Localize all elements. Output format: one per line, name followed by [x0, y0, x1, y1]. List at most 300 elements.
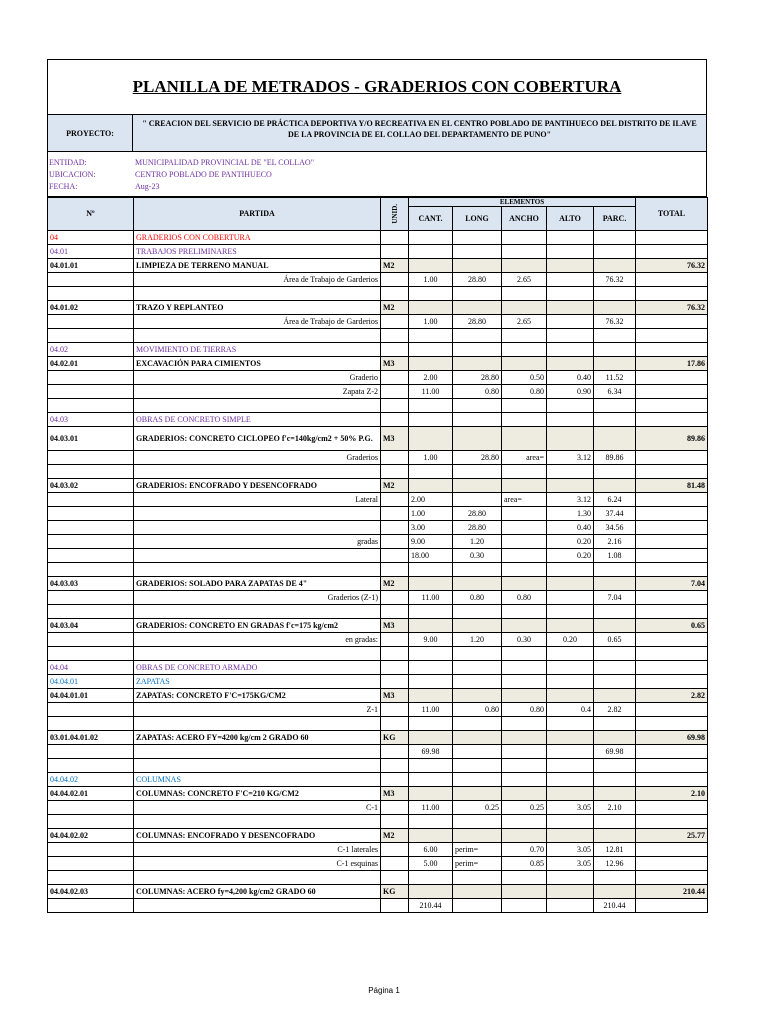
empty-cell	[594, 465, 636, 479]
table-row	[48, 273, 708, 287]
empty-cell	[381, 815, 409, 829]
detail-description	[134, 507, 381, 521]
detail-description: C-1	[134, 801, 381, 815]
detail-ancho: 0.50	[502, 371, 547, 385]
empty-cell	[547, 689, 594, 703]
empty-cell	[453, 759, 502, 773]
empty-cell	[409, 787, 453, 801]
empty-cell	[381, 801, 409, 815]
item-unit: M2	[381, 301, 409, 315]
empty-cell	[453, 717, 502, 731]
detail-description	[134, 549, 381, 563]
detail-cant: 2.00	[409, 371, 453, 385]
empty-cell	[48, 591, 134, 605]
empty-cell	[547, 399, 594, 413]
table-row	[48, 563, 708, 577]
empty-cell	[381, 245, 409, 259]
empty-cell	[636, 703, 708, 717]
empty-cell	[502, 787, 547, 801]
empty-cell	[453, 231, 502, 245]
detail-alto: 3.05	[547, 801, 594, 815]
empty-cell	[502, 357, 547, 371]
empty-cell	[547, 731, 594, 745]
empty-cell	[409, 717, 453, 731]
empty-cell	[547, 661, 594, 675]
empty-cell	[48, 815, 134, 829]
detail-long: 1.20	[453, 633, 502, 647]
empty-cell	[547, 871, 594, 885]
detail-parc: 11.52	[594, 371, 636, 385]
page-title: PLANILLA DE METRADOS - GRADERIOS CON COBERTURA	[132, 77, 622, 96]
metrados-table	[47, 197, 708, 913]
empty-cell	[636, 857, 708, 871]
empty-cell	[453, 301, 502, 315]
empty-cell	[636, 385, 708, 399]
empty-cell	[48, 801, 134, 815]
detail-parc: 89.86	[594, 451, 636, 465]
empty-cell	[636, 563, 708, 577]
empty-cell	[409, 871, 453, 885]
page-footer: Página 1	[368, 986, 400, 995]
empty-cell	[547, 577, 594, 591]
item-number: 04.02.01	[48, 357, 134, 371]
detail-parc: 2.10	[594, 801, 636, 815]
empty-cell	[594, 301, 636, 315]
item-number: 04.04.02.03	[48, 885, 134, 899]
empty-cell	[134, 871, 381, 885]
empty-cell	[48, 315, 134, 329]
section-title: TRABAJOS PRELIMINARES	[134, 245, 381, 259]
empty-cell	[502, 479, 547, 493]
table-row	[48, 731, 708, 745]
empty-cell	[381, 759, 409, 773]
item-title: COLUMNAS: ENCOFRADO Y DESENCOFRADO	[134, 829, 381, 843]
detail-description	[134, 899, 381, 913]
detail-description: C-1 esquinas	[134, 857, 381, 871]
empty-cell	[547, 787, 594, 801]
empty-cell	[547, 357, 594, 371]
detail-parc: 34.56	[594, 521, 636, 535]
empty-cell	[636, 343, 708, 357]
empty-cell	[453, 605, 502, 619]
detail-parc: 2.16	[594, 535, 636, 549]
empty-cell	[636, 605, 708, 619]
empty-cell	[48, 871, 134, 885]
empty-cell	[594, 731, 636, 745]
item-title: ZAPATAS: ACERO FY=4200 kg/cm 2 GRADO 60	[134, 731, 381, 745]
empty-cell	[381, 843, 409, 857]
detail-long: 0.80	[453, 385, 502, 399]
empty-cell	[594, 231, 636, 245]
empty-cell	[48, 371, 134, 385]
table-row	[48, 399, 708, 413]
empty-cell	[453, 787, 502, 801]
table-row	[48, 675, 708, 689]
item-unit: M3	[381, 787, 409, 801]
empty-cell	[547, 647, 594, 661]
empty-cell	[502, 731, 547, 745]
empty-cell	[453, 329, 502, 343]
detail-long	[453, 745, 502, 759]
section-number: 04.04.01	[48, 675, 134, 689]
item-unit: M2	[381, 479, 409, 493]
empty-cell	[636, 745, 708, 759]
empty-cell	[594, 787, 636, 801]
empty-cell	[547, 259, 594, 273]
empty-cell	[502, 689, 547, 703]
header-ancho: ANCHO	[502, 207, 547, 231]
empty-cell	[48, 273, 134, 287]
empty-cell	[453, 661, 502, 675]
empty-cell	[636, 661, 708, 675]
table-row	[48, 885, 708, 899]
empty-cell	[409, 259, 453, 273]
detail-ancho: 2.65	[502, 315, 547, 329]
empty-cell	[547, 245, 594, 259]
detail-parc: 2.82	[594, 703, 636, 717]
empty-cell	[453, 731, 502, 745]
empty-cell	[409, 343, 453, 357]
empty-cell	[547, 329, 594, 343]
detail-alto: 3.05	[547, 857, 594, 871]
detail-description: C-1 laterales	[134, 843, 381, 857]
empty-cell	[409, 647, 453, 661]
item-total: 76.32	[636, 301, 708, 315]
empty-cell	[453, 689, 502, 703]
item-number: 04.03.01	[48, 427, 134, 451]
detail-long: perim=	[453, 857, 502, 871]
table-row	[48, 815, 708, 829]
detail-alto: 0.4	[547, 703, 594, 717]
empty-cell	[594, 287, 636, 301]
empty-cell	[381, 717, 409, 731]
detail-ancho: 0.30	[502, 633, 547, 647]
item-unit: M3	[381, 357, 409, 371]
project-row	[47, 114, 707, 152]
empty-cell	[381, 231, 409, 245]
table-row	[48, 231, 708, 245]
empty-cell	[594, 647, 636, 661]
empty-cell	[381, 399, 409, 413]
table-row	[48, 301, 708, 315]
empty-cell	[502, 231, 547, 245]
item-number: 04.04.02.02	[48, 829, 134, 843]
empty-cell	[453, 479, 502, 493]
item-unit: M2	[381, 829, 409, 843]
detail-long: perim=	[453, 843, 502, 857]
empty-cell	[502, 829, 547, 843]
empty-cell	[381, 549, 409, 563]
detail-long	[453, 899, 502, 913]
table-row	[48, 647, 708, 661]
empty-cell	[409, 731, 453, 745]
detail-description: gradas	[134, 535, 381, 549]
detail-ancho: 0.85	[502, 857, 547, 871]
section-number: 04	[48, 231, 134, 245]
empty-cell	[594, 885, 636, 899]
empty-cell	[453, 427, 502, 451]
item-total: 2.82	[636, 689, 708, 703]
empty-cell	[48, 857, 134, 871]
item-unit: M2	[381, 577, 409, 591]
empty-cell	[502, 605, 547, 619]
detail-cant: 2.00	[409, 493, 453, 507]
empty-cell	[502, 885, 547, 899]
section-title: MOVIMIENTO DE TIERRAS	[134, 343, 381, 357]
empty-cell	[594, 245, 636, 259]
empty-cell	[409, 577, 453, 591]
empty-cell	[636, 535, 708, 549]
detail-ancho: 2.65	[502, 273, 547, 287]
empty-cell	[381, 385, 409, 399]
empty-cell	[636, 899, 708, 913]
section-number: 04.03	[48, 413, 134, 427]
table-row	[48, 507, 708, 521]
detail-description: Área de Trabajo de Garderios	[134, 315, 381, 329]
empty-cell	[636, 231, 708, 245]
table-row	[48, 689, 708, 703]
empty-cell	[134, 563, 381, 577]
empty-cell	[453, 577, 502, 591]
detail-long: 0.30	[453, 549, 502, 563]
item-title: ZAPATAS: CONCRETO F'C=175KG/CM2	[134, 689, 381, 703]
table-row	[48, 745, 708, 759]
detail-ancho: 0.70	[502, 843, 547, 857]
item-title: GRADERIOS: SOLADO PARA ZAPATAS DE 4"	[134, 577, 381, 591]
empty-cell	[453, 259, 502, 273]
detail-alto: 3.12	[547, 493, 594, 507]
table-row	[48, 413, 708, 427]
empty-cell	[547, 885, 594, 899]
table-row	[48, 329, 708, 343]
project-label: PROYECTO:	[48, 115, 133, 151]
empty-cell	[453, 465, 502, 479]
empty-cell	[409, 465, 453, 479]
detail-cant: 9.00	[409, 633, 453, 647]
empty-cell	[409, 287, 453, 301]
empty-cell	[381, 315, 409, 329]
table-row	[48, 549, 708, 563]
table-row	[48, 287, 708, 301]
detail-alto: 0.40	[547, 371, 594, 385]
item-unit: KG	[381, 731, 409, 745]
empty-cell	[594, 259, 636, 273]
empty-cell	[636, 413, 708, 427]
table-row	[48, 357, 708, 371]
detail-cant: 9.00	[409, 535, 453, 549]
empty-cell	[594, 661, 636, 675]
empty-cell	[502, 413, 547, 427]
empty-cell	[48, 465, 134, 479]
empty-cell	[381, 605, 409, 619]
section-title: COLUMNAS	[134, 773, 381, 787]
empty-cell	[381, 493, 409, 507]
empty-cell	[409, 759, 453, 773]
empty-cell	[547, 343, 594, 357]
detail-long: 0.25	[453, 801, 502, 815]
empty-cell	[636, 871, 708, 885]
item-title: GRADERIOS: ENCOFRADO Y DESENCOFRADO	[134, 479, 381, 493]
detail-ancho	[502, 535, 547, 549]
empty-cell	[48, 745, 134, 759]
table-row	[48, 427, 708, 451]
header-partida: PARTIDA	[134, 198, 381, 231]
empty-cell	[594, 759, 636, 773]
empty-cell	[594, 577, 636, 591]
empty-cell	[594, 773, 636, 787]
empty-cell	[48, 647, 134, 661]
item-unit: M3	[381, 689, 409, 703]
item-total: 89.86	[636, 427, 708, 451]
detail-long: 28.80	[453, 451, 502, 465]
empty-cell	[547, 427, 594, 451]
table-row	[48, 479, 708, 493]
item-title: GRADERIOS: CONCRETO CICLOPEO f'c=140kg/cm2 + 50% P.G.	[134, 427, 381, 451]
empty-cell	[502, 759, 547, 773]
empty-cell	[547, 413, 594, 427]
empty-cell	[636, 273, 708, 287]
detail-ancho: 0.80	[502, 703, 547, 717]
table-row	[48, 633, 708, 647]
detail-long	[453, 493, 502, 507]
detail-alto	[547, 591, 594, 605]
item-number: 04.03.04	[48, 619, 134, 633]
detail-description	[134, 745, 381, 759]
empty-cell	[453, 343, 502, 357]
detail-long: 28.80	[453, 273, 502, 287]
empty-cell	[381, 591, 409, 605]
empty-cell	[134, 647, 381, 661]
item-total: 76.32	[636, 259, 708, 273]
project-value: " CREACION DEL SERVICIO DE PRÁCTICA DEPORTIVA Y/O RECREATIVA EN EL CENTRO POBLADO DE PANTIHUECO DEL DISTRITO DE ILAVE DE LA PROVINCIA DE EL COLLAO DEL DEPARTAMENTO DE PUNO"	[142, 119, 697, 139]
detail-alto	[547, 315, 594, 329]
empty-cell	[636, 371, 708, 385]
empty-cell	[547, 717, 594, 731]
empty-cell	[48, 843, 134, 857]
detail-description: Zapata Z-2	[134, 385, 381, 399]
empty-cell	[381, 413, 409, 427]
empty-cell	[502, 427, 547, 451]
table-row	[48, 493, 708, 507]
empty-cell	[547, 287, 594, 301]
detail-parc: 76.32	[594, 315, 636, 329]
empty-cell	[547, 231, 594, 245]
empty-cell	[381, 521, 409, 535]
section-title: ZAPATAS	[134, 675, 381, 689]
empty-cell	[636, 493, 708, 507]
empty-cell	[594, 815, 636, 829]
empty-cell	[594, 689, 636, 703]
empty-cell	[636, 451, 708, 465]
empty-cell	[381, 633, 409, 647]
empty-cell	[594, 605, 636, 619]
detail-alto: 1.30	[547, 507, 594, 521]
detail-cant: 1.00	[409, 315, 453, 329]
section-number: 04.04.02	[48, 773, 134, 787]
empty-cell	[502, 661, 547, 675]
ubicacion-label: UBICACION:	[49, 170, 96, 179]
item-unit: M3	[381, 427, 409, 451]
empty-cell	[502, 259, 547, 273]
detail-parc: 12.96	[594, 857, 636, 871]
empty-cell	[502, 343, 547, 357]
detail-cant: 3.00	[409, 521, 453, 535]
empty-cell	[636, 717, 708, 731]
detail-cant: 11.00	[409, 385, 453, 399]
item-unit: M2	[381, 259, 409, 273]
detail-ancho: 0.25	[502, 801, 547, 815]
detail-alto	[547, 745, 594, 759]
header-parc: PARC.	[594, 207, 636, 231]
empty-cell	[409, 675, 453, 689]
empty-cell	[48, 605, 134, 619]
item-unit: KG	[381, 885, 409, 899]
empty-cell	[636, 507, 708, 521]
empty-cell	[381, 451, 409, 465]
empty-cell	[409, 773, 453, 787]
empty-cell	[134, 815, 381, 829]
empty-cell	[547, 773, 594, 787]
table-row	[48, 605, 708, 619]
empty-cell	[636, 465, 708, 479]
detail-description: Graderios	[134, 451, 381, 465]
empty-cell	[381, 661, 409, 675]
table-row	[48, 591, 708, 605]
empty-cell	[594, 413, 636, 427]
item-title: EXCAVACIÓN PARA CIMIENTOS	[134, 357, 381, 371]
table-row	[48, 259, 708, 273]
detail-alto: 0.20	[547, 633, 594, 647]
empty-cell	[453, 829, 502, 843]
empty-cell	[594, 675, 636, 689]
empty-cell	[409, 245, 453, 259]
empty-cell	[502, 563, 547, 577]
detail-alto: 3.12	[547, 451, 594, 465]
table-row	[48, 465, 708, 479]
detail-cant: 11.00	[409, 801, 453, 815]
empty-cell	[134, 287, 381, 301]
item-total: 7.04	[636, 577, 708, 591]
empty-cell	[547, 605, 594, 619]
empty-cell	[409, 563, 453, 577]
item-number: 04.03.02	[48, 479, 134, 493]
empty-cell	[502, 619, 547, 633]
detail-description	[134, 521, 381, 535]
item-number: 04.01.01	[48, 259, 134, 273]
empty-cell	[409, 605, 453, 619]
empty-cell	[48, 759, 134, 773]
empty-cell	[134, 329, 381, 343]
empty-cell	[502, 577, 547, 591]
table-row	[48, 787, 708, 801]
empty-cell	[502, 717, 547, 731]
item-title: GRADERIOS: CONCRETO EN GRADAS f'c=175 kg/cm2	[134, 619, 381, 633]
empty-cell	[134, 465, 381, 479]
empty-cell	[48, 493, 134, 507]
empty-cell	[636, 815, 708, 829]
detail-cant: 69.98	[409, 745, 453, 759]
empty-cell	[453, 871, 502, 885]
table-row	[48, 521, 708, 535]
empty-cell	[594, 717, 636, 731]
empty-cell	[453, 399, 502, 413]
item-title: COLUMNAS: CONCRETO F'C=210 KG/CM2	[134, 787, 381, 801]
detail-long: 28.80	[453, 521, 502, 535]
empty-cell	[409, 689, 453, 703]
detail-ancho	[502, 745, 547, 759]
empty-cell	[547, 619, 594, 633]
section-title: OBRAS DE CONCRETO SIMPLE	[134, 413, 381, 427]
